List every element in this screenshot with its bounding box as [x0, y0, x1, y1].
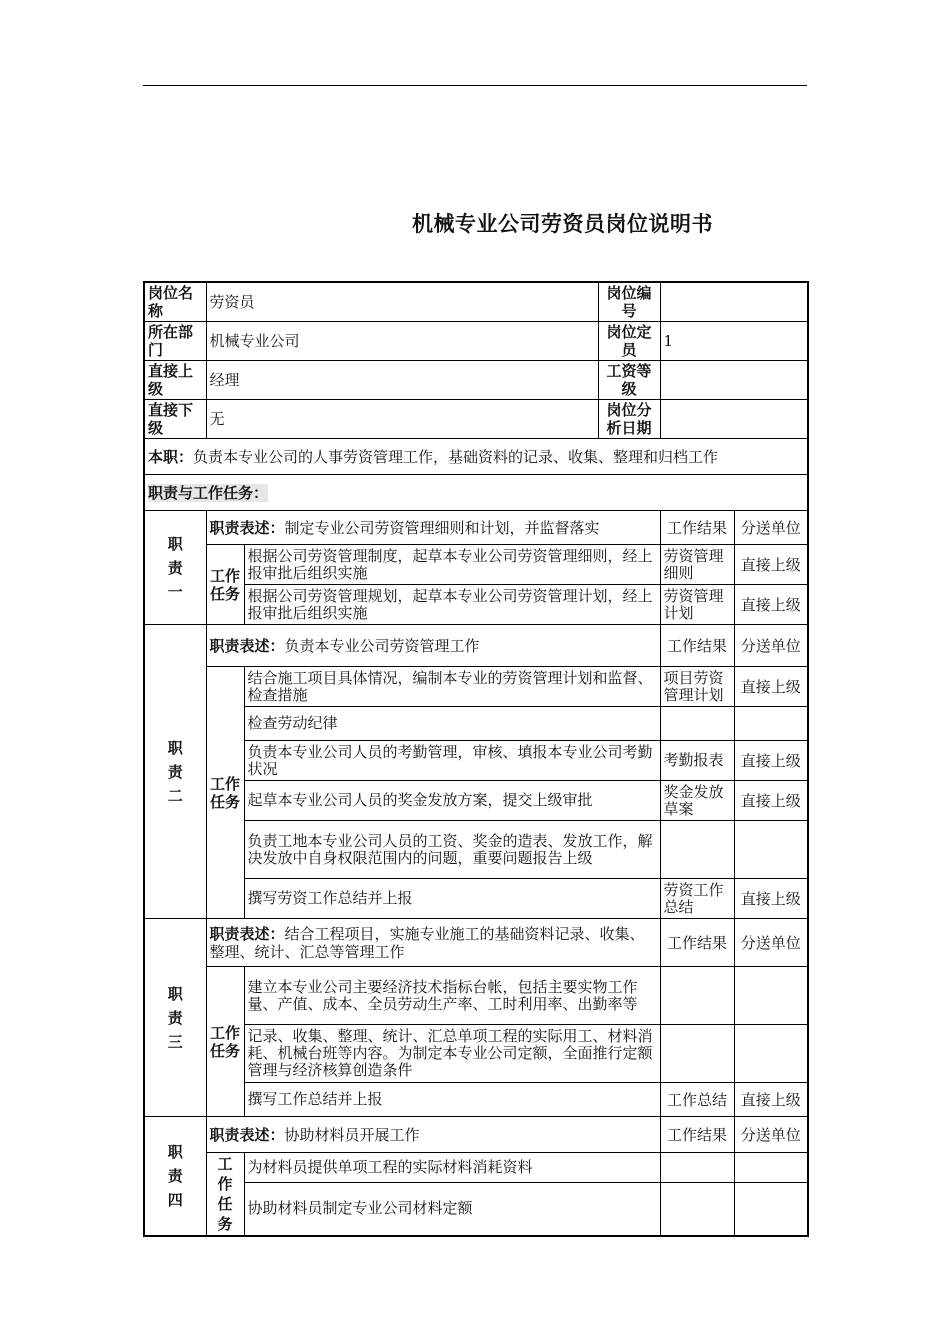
analysis-date-value	[660, 400, 808, 439]
task-dest	[734, 1153, 808, 1183]
task-dest: 直接上级	[734, 781, 808, 821]
task-label: 工作 任务	[206, 545, 244, 625]
task-result: 考勤报表	[660, 741, 734, 781]
duty-description	[206, 1117, 660, 1153]
desc-text: 协助材料员开展工作	[284, 1125, 420, 1144]
desc-label: 职责表述：	[209, 636, 285, 655]
task-text: 撰写劳资工作总结并上报	[244, 879, 660, 919]
task-text: 检查劳动纪律	[244, 707, 660, 741]
duty-description	[206, 919, 660, 967]
task-label: 工 作 任 务	[206, 1153, 244, 1237]
task-text: 根据公司劳资管理规划，起草本专业公司劳资管理计划，经上报审批后组织实施	[244, 585, 660, 625]
result-header: 工作结果	[660, 1117, 734, 1153]
task-text: 建立本专业公司主要经济技术指标台帐，包括主要实物工作量、产值、成本、全员劳动生产率、工时利用率、出勤率等	[244, 967, 660, 1025]
task-result	[660, 967, 734, 1025]
task-label: 工作 任务	[206, 667, 244, 919]
task-result	[660, 1182, 734, 1236]
task-result	[660, 1025, 734, 1083]
task-dest	[734, 707, 808, 741]
department-value: 机械专业公司	[206, 322, 598, 361]
dest-header: 分送单位	[734, 919, 808, 967]
desc-text: 结合工程项目，实施专业施工的基础资料记录、收集、整理、统计、汇总等管理工作	[209, 924, 645, 961]
result-header: 工作结果	[660, 919, 734, 967]
task-text: 撰写工作总结并上报	[244, 1083, 660, 1117]
salary-grade-value	[660, 361, 808, 400]
task-dest: 直接上级	[734, 545, 808, 585]
subordinate-value: 无	[206, 400, 598, 439]
task-text: 负责本专业公司人员的考勤管理，审核、填报本专业公司考勤状况	[244, 741, 660, 781]
superior-label: 直接上级	[144, 361, 206, 400]
department-label: 所在部门	[144, 322, 206, 361]
task-text: 为材料员提供单项工程的实际材料消耗资料	[244, 1153, 660, 1183]
duty-description	[206, 511, 660, 545]
desc-text: 制定专业公司劳资管理细则和计划，并监督落实	[284, 518, 600, 537]
position-name-value: 劳资员	[206, 282, 598, 322]
main-duty-label: 本职：	[148, 447, 194, 466]
desc-label: 职责表述：	[209, 1125, 285, 1144]
duty-label: 职 责 一	[144, 511, 206, 625]
superior-value: 经理	[206, 361, 598, 400]
subordinate-label: 直接下级	[144, 400, 206, 439]
result-header: 工作结果	[660, 625, 734, 667]
dest-header: 分送单位	[734, 1117, 808, 1153]
duty-label: 职 责 四	[144, 1117, 206, 1237]
task-result: 工作总结	[660, 1083, 734, 1117]
job-description-table	[143, 281, 809, 1237]
task-dest: 直接上级	[734, 1083, 808, 1117]
task-result: 项目劳资管理计划	[660, 667, 734, 707]
analysis-date-label: 岗位分析日期	[598, 400, 660, 439]
task-dest: 直接上级	[734, 879, 808, 919]
headcount-label: 岗位定员	[598, 322, 660, 361]
duty-label: 职 责 二	[144, 625, 206, 919]
task-text: 结合施工项目具体情况，编制本专业的劳资管理计划和监督、检查措施	[244, 667, 660, 707]
task-dest	[734, 821, 808, 879]
task-result: 奖金发放草案	[660, 781, 734, 821]
dest-header: 分送单位	[734, 511, 808, 545]
task-dest	[734, 1182, 808, 1236]
section-label: 职责与工作任务：	[148, 483, 269, 502]
task-result	[660, 1153, 734, 1183]
task-text: 负责工地本专业公司人员的工资、奖金的造表、发放工作，解决发放中自身权限范围内的问题，重要问题报告上级	[244, 821, 660, 879]
task-result: 劳资管理计划	[660, 585, 734, 625]
task-dest: 直接上级	[734, 741, 808, 781]
document-title: 机械专业公司劳资员岗位说明书	[412, 212, 713, 236]
duty-label: 职 责 三	[144, 919, 206, 1117]
section-heading	[144, 475, 808, 511]
task-result	[660, 821, 734, 879]
task-text: 协助材料员制定专业公司材料定额	[244, 1182, 660, 1236]
task-result: 劳资管理细则	[660, 545, 734, 585]
task-dest	[734, 1025, 808, 1083]
main-duty-row	[144, 439, 808, 475]
result-header: 工作结果	[660, 511, 734, 545]
task-label: 工作 任务	[206, 967, 244, 1117]
main-duty-text: 负责本专业公司的人事劳资管理工作，基础资料的记录、收集、整理和归档工作	[193, 447, 719, 466]
task-result: 劳资工作总结	[660, 879, 734, 919]
task-text: 根据公司劳资管理制度，起草本专业公司劳资管理细则，经上报审批后组织实施	[244, 545, 660, 585]
position-code-label: 岗位编号	[598, 282, 660, 322]
dest-header: 分送单位	[734, 625, 808, 667]
desc-label: 职责表述：	[209, 924, 285, 943]
task-dest	[734, 967, 808, 1025]
task-dest: 直接上级	[734, 585, 808, 625]
task-text: 记录、收集、整理、统计、汇总单项工程的实际用工、材料消耗、机械台班等内容。为制定本专业公司定额，全面推行定额管理与经济核算创造条件	[244, 1025, 660, 1083]
position-code-value	[660, 282, 808, 322]
header-rule	[143, 85, 807, 86]
task-dest: 直接上级	[734, 667, 808, 707]
headcount-value: 1	[660, 322, 808, 361]
duty-description	[206, 625, 660, 667]
position-name-label: 岗位名称	[144, 282, 206, 322]
task-result	[660, 707, 734, 741]
salary-grade-label: 工资等级	[598, 361, 660, 400]
desc-text: 负责本专业公司劳资管理工作	[284, 636, 480, 655]
desc-label: 职责表述：	[209, 518, 285, 537]
task-text: 起草本专业公司人员的奖金发放方案，提交上级审批	[244, 781, 660, 821]
